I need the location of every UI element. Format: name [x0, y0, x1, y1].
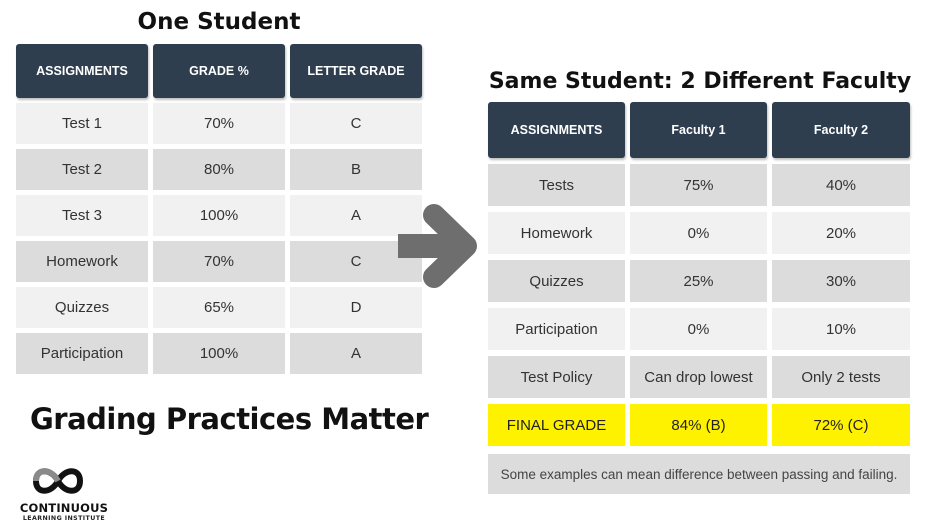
header-grade-percent: GRADE % [153, 44, 285, 98]
letter-grade-cell: A [290, 195, 422, 236]
faculty-2-cell: 20% [772, 212, 910, 254]
assignment-cell: Homework [16, 241, 148, 282]
faculty-2-cell: Only 2 tests [772, 356, 910, 398]
assignment-cell: Participation [16, 333, 148, 374]
grade-percent-cell: 70% [153, 241, 285, 282]
assignment-cell: Test 1 [16, 103, 148, 144]
assignment-cell: Quizzes [16, 287, 148, 328]
faculty-1-final-grade: 84% (B) [630, 404, 767, 446]
right-table-title: Same Student: 2 Different Faculty [488, 69, 912, 94]
grade-percent-cell: 80% [153, 149, 285, 190]
final-grade-label: FINAL GRADE [488, 404, 625, 446]
header-assignments: ASSIGNMENTS [488, 102, 625, 158]
faculty-2-cell: 30% [772, 260, 910, 302]
header-faculty-2: Faculty 2 [772, 102, 910, 158]
right-arrow-icon [398, 204, 502, 294]
header-assignments: ASSIGNMENTS [16, 44, 148, 98]
header-letter-grade: LETTER GRADE [290, 44, 422, 98]
assignment-cell: Quizzes [488, 260, 625, 302]
faculty-1-cell: 25% [630, 260, 767, 302]
logo-subtitle: LEARNING INSTITUTE [22, 515, 106, 522]
assignment-cell: Participation [488, 308, 625, 350]
infinity-loop-icon [32, 464, 84, 498]
faculty-1-cell: Can drop lowest [630, 356, 767, 398]
logo-name: CONTINUOUS [19, 501, 109, 515]
faculty-1-cell: 0% [630, 308, 767, 350]
letter-grade-cell: D [290, 287, 422, 328]
faculty-comparison-table [488, 102, 910, 494]
assignment-cell: Test 2 [16, 149, 148, 190]
grade-percent-cell: 100% [153, 195, 285, 236]
faculty-2-cell: 40% [772, 164, 910, 206]
faculty-2-cell: 10% [772, 308, 910, 350]
letter-grade-cell: B [290, 149, 422, 190]
letter-grade-cell: C [290, 103, 422, 144]
grade-percent-cell: 65% [153, 287, 285, 328]
letter-grade-cell: A [290, 333, 422, 374]
faculty-2-final-grade: 72% (C) [772, 404, 910, 446]
grade-percent-cell: 100% [153, 333, 285, 374]
logo [12, 464, 122, 526]
grade-percent-cell: 70% [153, 103, 285, 144]
assignment-cell: Test 3 [16, 195, 148, 236]
assignment-cell: Homework [488, 212, 625, 254]
table-footnote: Some examples can mean difference between passing and failing. [488, 454, 910, 494]
assignment-cell: Test Policy [488, 356, 625, 398]
assignment-cell: Tests [488, 164, 625, 206]
faculty-1-cell: 75% [630, 164, 767, 206]
faculty-1-cell: 0% [630, 212, 767, 254]
left-table-title: One Student [137, 9, 301, 35]
one-student-grade-table [16, 44, 422, 374]
letter-grade-cell: C [290, 241, 422, 282]
tagline: Grading Practices Matter [30, 402, 429, 436]
header-faculty-1: Faculty 1 [630, 102, 767, 158]
